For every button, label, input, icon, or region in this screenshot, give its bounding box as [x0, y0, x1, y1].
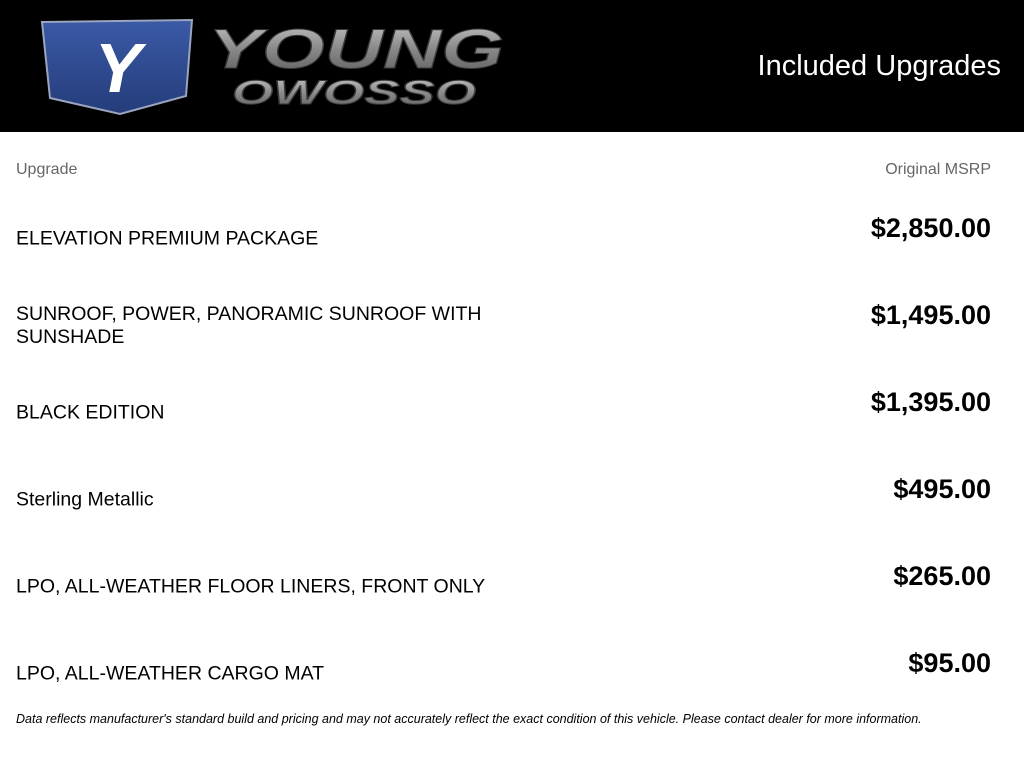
dealer-logo — [40, 18, 510, 118]
logo-mark: Y — [94, 29, 142, 107]
upgrade-row — [0, 369, 1024, 456]
upgrade-name: SUNROOF, POWER, PANORAMIC SUNROOF WITH SUNSHADE — [16, 302, 482, 348]
logo-text-young: YOUNG — [208, 18, 504, 80]
column-header-msrp: Original MSRP — [885, 161, 991, 178]
upgrade-row — [0, 630, 1024, 717]
upgrade-name: ELEVATION PREMIUM PACKAGE — [16, 227, 319, 249]
upgrade-row — [0, 282, 1024, 369]
disclaimer-text: Data reflects manufacturer's standard build and pricing and may not accurately reflect the exact condition of this vehicle. Please contact dealer for more information. — [16, 712, 922, 726]
upgrade-price: $1,495.00 — [870, 300, 991, 330]
upgrade-name: Sterling Metallic — [16, 488, 154, 510]
upgrade-row — [0, 456, 1024, 543]
upgrades-list — [0, 195, 1024, 717]
upgrade-name: BLACK EDITION — [16, 401, 165, 423]
upgrade-row — [0, 195, 1024, 282]
upgrade-name: LPO, ALL-WEATHER CARGO MAT — [16, 662, 325, 684]
upgrade-row — [0, 543, 1024, 630]
upgrade-price: $2,850.00 — [870, 213, 991, 243]
column-header-upgrade: Upgrade — [16, 161, 78, 178]
upgrade-price: $1,395.00 — [870, 387, 991, 417]
logo-text-owosso: OWOSSO — [232, 74, 476, 112]
upgrade-price: $265.00 — [893, 561, 991, 591]
page-title: Included Upgrades — [757, 50, 1001, 82]
upgrade-price: $495.00 — [893, 474, 991, 504]
upgrade-price: $95.00 — [908, 648, 991, 678]
upgrade-name: LPO, ALL-WEATHER FLOOR LINERS, FRONT ONLY — [16, 575, 486, 597]
page-header — [0, 0, 1024, 132]
